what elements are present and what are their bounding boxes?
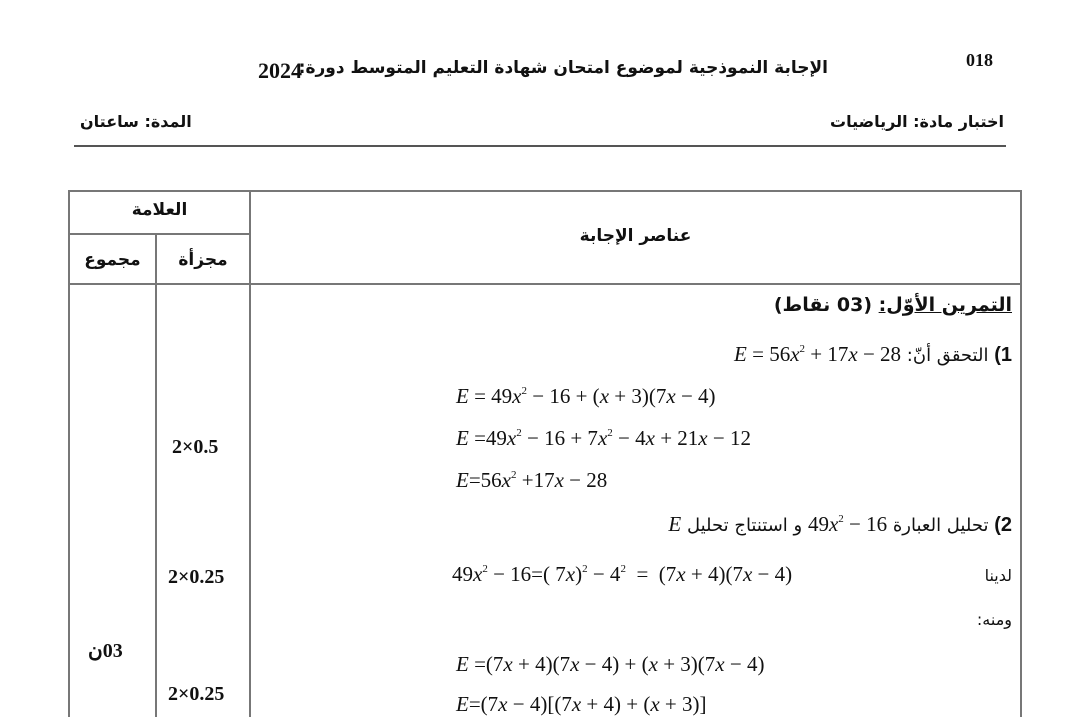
document-title: الإجابة النموذجية لموضوع امتحان شهادة التعليم المتوسط دورة: [298,58,828,78]
math-step: $E =49x^2 - 16 + 7x^2 - 4x + 21x - 12$ [456,426,751,450]
table-right-border [1020,190,1022,717]
total-partial-divider [155,233,157,717]
partial-header: مجزأة [178,250,228,270]
mark-header-divider [68,233,250,235]
exercise-title [774,294,1012,316]
subject-label: اختبار مادة: الرياضيات [830,112,1004,131]
header-divider [74,145,1006,147]
question-label: تحليل العبارة [892,515,989,536]
partial-mark: 2×0.25 [168,566,225,588]
header-bottom-border [68,283,1022,285]
question-label: التحقق أنّ: [906,345,989,366]
total-header: مجموع [84,250,141,270]
answer-elements-header: عناصر الإجابة [579,226,692,246]
hence-label: ومنه: [976,610,1012,629]
exercise-title-label: التمرين الأوّل: [878,294,1012,316]
math-step: $E=56x^2 +17x - 28$ [456,468,608,492]
table-top-border [68,190,1022,192]
total-mark: 03ن [88,640,123,662]
document-code: 018 [966,50,993,70]
question-number: 2) [994,514,1012,536]
math-step: $E = 49x^2 - 16 + (x + 3)(7x - 4)$ [456,384,716,408]
math-step: $49x^2 - 16=$( $7x)^2 - 4^2 = (7x + 4)(7x - 4)$ [452,562,793,586]
exercise-points: (03 نقاط) [773,294,872,316]
partial-mark: 2×0.25 [168,683,225,705]
partial-mark: 2×0.5 [172,436,219,458]
question-2 [668,512,1012,537]
math-step: E =(7x + 4)(7x − 4) + (x + 3)(7x − 4) [456,652,765,676]
mark-header: العلامة [131,200,188,220]
we-have-label: لدينا [984,566,1012,585]
question-number: 1) [994,344,1012,366]
math-variable: E [668,512,682,536]
exam-year: 2024 [258,58,302,83]
question-1 [734,342,1012,367]
mark-answer-divider [249,190,251,717]
math-expression: $E = 56x^2 + 17x - 28$ [734,342,902,366]
math-expression: $49x^2 - 16$ [807,512,888,536]
math-step: E=(7x − 4)[(7x + 4) + (x + 3)] [456,692,707,716]
question-label: و استنتاج تحليل [686,515,803,536]
duration-label: المدة: ساعتان [80,112,192,131]
